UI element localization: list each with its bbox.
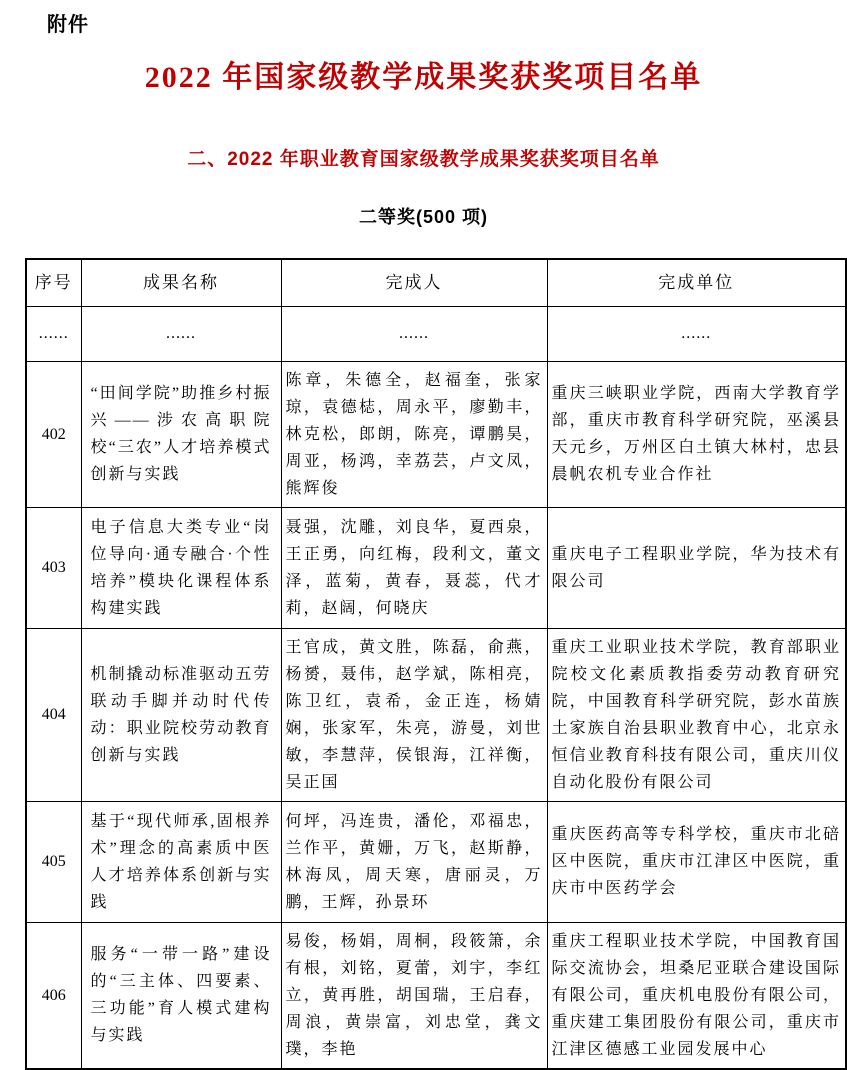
table-header-row bbox=[26, 259, 846, 306]
serial-number: 405 bbox=[26, 801, 81, 922]
serial-number: 406 bbox=[26, 922, 81, 1069]
attachment-label: 附件 bbox=[47, 14, 89, 36]
completing-units: 重庆工业职业技术学院，教育部职业院校文化素质教指委劳动教育研究院，中国教育科学研究院，彭水苗族土家族自治县职业教育中心，北京永恒信业教育科技有限公司，重庆川仪自动化股份有限公司 bbox=[547, 628, 846, 801]
award-level-heading: 二等奖(500 项) bbox=[358, 207, 489, 227]
completers: 陈章，朱德全，赵福奎，张家琼，袁德梽，周永平，廖勤丰，林克松，郎朗，陈亮，谭鹏昊，周亚，杨鸿，幸荔芸，卢文凤，熊辉俊 bbox=[281, 361, 547, 507]
main-title: 2022 年国家级教学成果奖获奖项目名单 bbox=[144, 61, 703, 94]
section-title: 二、2022 年职业教育国家级教学成果奖获奖项目名单 bbox=[187, 149, 660, 170]
ellipsis-cell: ...... bbox=[281, 306, 547, 361]
table-row bbox=[26, 628, 846, 801]
table-row-ellipsis bbox=[26, 306, 846, 361]
ellipsis-cell: ...... bbox=[26, 306, 81, 361]
completing-units: 重庆医药高等专科学校，重庆市北碚区中医院，重庆市江津区中医院，重庆市中医药学会 bbox=[547, 801, 846, 922]
table-row bbox=[26, 507, 846, 628]
awards-table bbox=[25, 258, 847, 1070]
completing-units: 重庆三峡职业学院，西南大学教育学部，重庆市教育科学研究院，巫溪县天元乡，万州区白土镇大林村，忠县晨帆农机专业合作社 bbox=[547, 361, 846, 507]
completers: 何坪，冯连贵，潘伦，邓福忠，兰作平，黄姗，万飞，赵斯静，林海凤，周天寒，唐丽灵，万鹏，王辉，孙景环 bbox=[281, 801, 547, 922]
completing-units: 重庆工程职业技术学院，中国教育国际交流协会，坦桑尼亚联合建设国际有限公司，重庆机电股份有限公司，重庆建工集团股份有限公司，重庆市江津区德感工业园发展中心 bbox=[547, 922, 846, 1069]
table-row bbox=[26, 922, 846, 1069]
column-header-name: 成果名称 bbox=[81, 259, 281, 306]
achievement-name: “田间学院”助推乡村振兴——涉农高职院校“三农”人才培养模式创新与实践 bbox=[81, 361, 281, 507]
table-row bbox=[26, 361, 846, 507]
ellipsis-cell: ...... bbox=[547, 306, 846, 361]
achievement-name: 机制撬动标准驱动五劳联动手脚并动时代传动：职业院校劳动教育创新与实践 bbox=[81, 628, 281, 801]
ellipsis-cell: ...... bbox=[81, 306, 281, 361]
completers: 王官成，黄文胜，陈磊，俞燕，杨赟，聂伟，赵学斌，陈相亮，陈卫红，袁希，金正连，杨婧娴，张家军，朱亮，游曼，刘世敏，李慧萍，侯银海，江祥衡，吴正国 bbox=[281, 628, 547, 801]
serial-number: 404 bbox=[26, 628, 81, 801]
achievement-name: 电子信息大类专业“岗位导向·通专融合·个性培养”模块化课程体系构建实践 bbox=[81, 507, 281, 628]
table-row bbox=[26, 801, 846, 922]
column-header-units: 完成单位 bbox=[547, 259, 846, 306]
serial-number: 402 bbox=[26, 361, 81, 507]
achievement-name: 基于“现代师承,固根养术”理念的高素质中医人才培养体系创新与实践 bbox=[81, 801, 281, 922]
column-header-people: 完成人 bbox=[281, 259, 547, 306]
column-header-no: 序号 bbox=[26, 259, 81, 306]
completing-units: 重庆电子工程职业学院，华为技术有限公司 bbox=[547, 507, 846, 628]
achievement-name: 服务“一带一路”建设的“三主体、四要素、三功能”育人模式建构与实践 bbox=[81, 922, 281, 1069]
completers: 聂强，沈雕，刘良华，夏西泉，王正勇，向红梅，段利文，董文泽，蓝菊，黄春，聂蕊，代才莉，赵阔，何晓庆 bbox=[281, 507, 547, 628]
serial-number: 403 bbox=[26, 507, 81, 628]
completers: 易俊，杨娟，周桐，段筱箫，余有根，刘铭，夏蕾，刘宇，李红立，黄再胜，胡国瑞，王启春，周浪，黄崇富，刘忠堂，龚文璞，李艳 bbox=[281, 922, 547, 1069]
